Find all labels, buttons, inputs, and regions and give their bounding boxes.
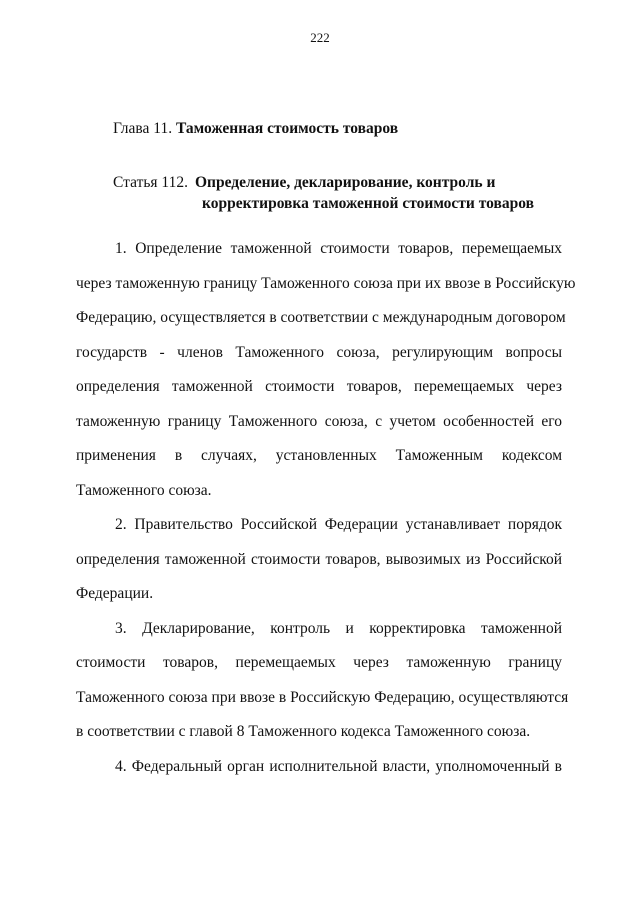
paragraph-3 <box>76 612 569 750</box>
paragraph-line: Федерации. <box>76 585 154 602</box>
article-prefix: Статья 112. <box>113 174 188 191</box>
paragraph-line: в соответствии с главой 8 Таможенного кодекса Таможенного союза. <box>76 723 531 740</box>
chapter-prefix: Глава 11. <box>113 120 173 137</box>
paragraph-line: 4. Федеральный орган исполнительной власти, уполномоченный в <box>115 757 562 775</box>
article-heading <box>113 172 534 214</box>
paragraph-line: применения в случаях, установленных Таможенным кодексом <box>76 447 562 464</box>
page-number: 222 <box>310 30 330 45</box>
paragraph-4 <box>76 750 562 785</box>
paragraph-line: Таможенного союза. <box>76 481 212 499</box>
article-title-line-2: корректировка таможенной стоимости товаров <box>202 195 534 212</box>
paragraph-line: определения таможенной стоимости товаров, перемещаемых через <box>76 378 562 395</box>
chapter-heading <box>113 120 398 138</box>
article-title-line-1: Определение, декларирование, контроль и <box>195 174 496 191</box>
paragraph-1 <box>76 232 576 508</box>
paragraph-line: таможенную границу Таможенного союза, с учетом особенностей его <box>76 412 562 430</box>
paragraph-line: стоимости товаров, перемещаемых через таможенную границу <box>76 654 562 671</box>
paragraph-line: государств - членов Таможенного союза, регулирующим вопросы <box>76 343 562 361</box>
paragraph-line: Федерацию, осуществляется в соответствии с международным договором <box>76 309 566 326</box>
paragraph-line: 1. Определение таможенной стоимости товаров, перемещаемых <box>115 240 562 257</box>
paragraph-line: определения таможенной стоимости товаров, вывозимых из Российской <box>76 550 562 568</box>
paragraph-line: через таможенную границу Таможенного союза при их ввозе в Российскую <box>76 274 576 292</box>
chapter-title: Таможенная стоимость товаров <box>175 120 399 137</box>
paragraph-line: 2. Правительство Российской Федерации устанавливает порядок <box>115 516 562 533</box>
article-body <box>76 232 576 784</box>
paragraph-line: Таможенного союза при ввозе в Российскую Федерацию, осуществляются <box>76 688 569 706</box>
paragraph-line: 3. Декларирование, контроль и корректировка таможенной <box>115 619 562 637</box>
paragraph-2 <box>76 508 562 612</box>
